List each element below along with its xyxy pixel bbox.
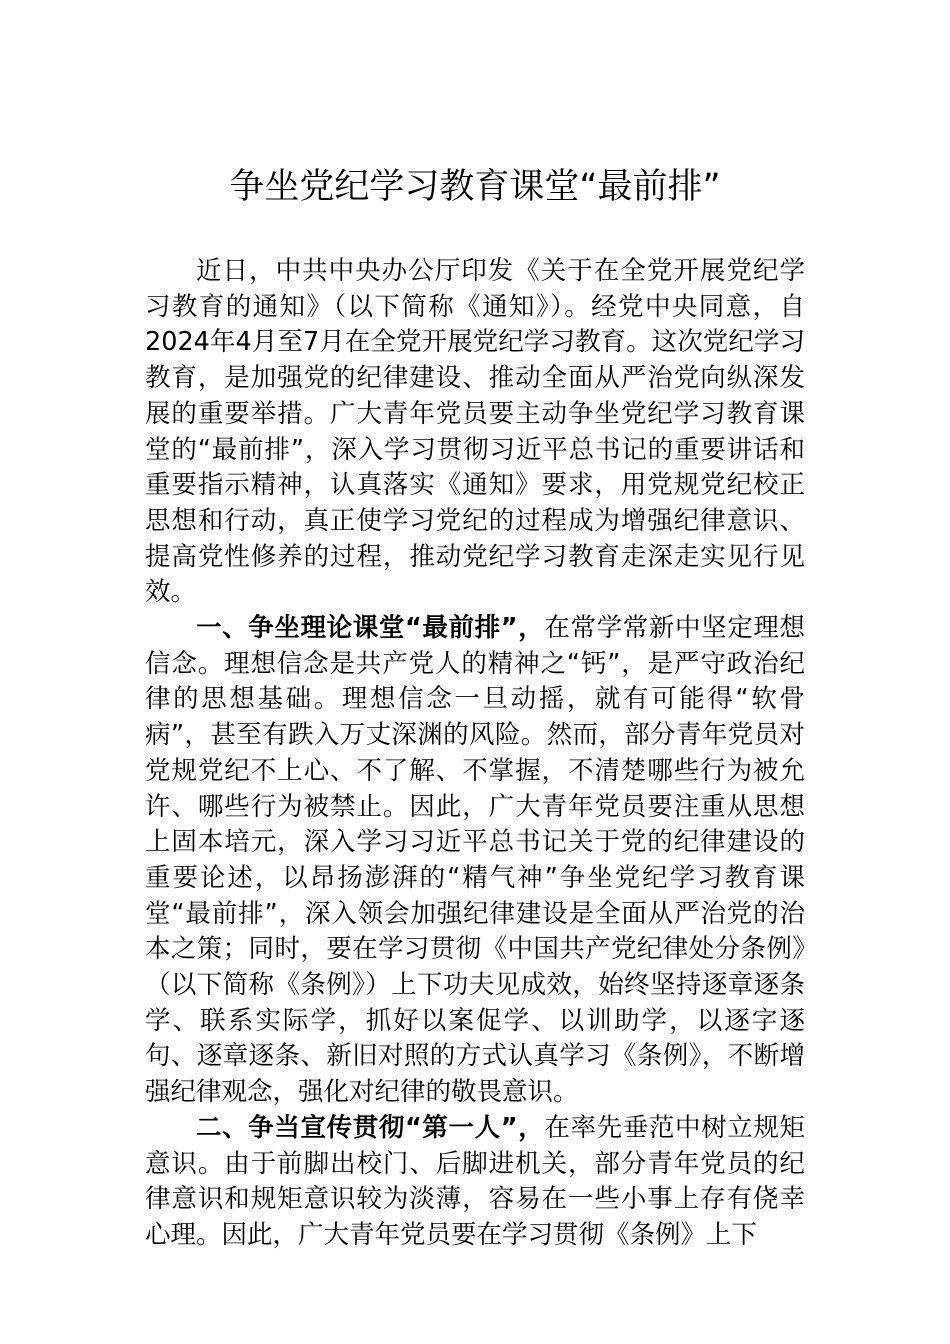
document-title: 争坐党纪学习教育课堂“最前排”	[229, 167, 721, 207]
paragraph-section-two	[145, 1111, 805, 1254]
document-body	[145, 254, 805, 1254]
paragraph-text: 在率先垂范中树立规矩意识。由于前脚出校门、后脚进机关，部分青年党员的纪律意识和规矩意识较为淡薄，容易在一些小事上存有侥幸心理。因此，广大青年党员要在学习贯彻《条例》上下	[145, 1112, 805, 1250]
section-heading: 二、争当宣传贯彻“第一人”，	[196, 1112, 545, 1143]
paragraph-section-one	[145, 611, 805, 1111]
section-heading: 一、争坐理论课堂“最前排”，	[196, 613, 545, 644]
paragraph-text: 在常学常新中坚定理想信念。理想信念是共产党人的精神之“钙”，是严守政治纪律的思想基础。理想信念一旦动摇，就有可能得“软骨病”，甚至有跌入万丈深渊的风险。然而，部分青年党员对党规党纪不上心、不了解、不掌握，不清楚哪些行为被允许、哪些行为被禁止。因此，广大青年党员要注重从思想上固本培元，深入学习习近平总书记关于党的纪律建设的重要论述，以昂扬澎湃的“精气神”争坐党纪学习教育课堂“最前排”，深入领会加强纪律建设是全面从严治党的治本之策；同时，要在学习贯彻《中国共产党纪律处分条例》（以下简称《条例》）上下功夫见成效，始终坚持逐章逐条学、联系实际学，抓好以案促学、以训助学，以逐字逐句、逐章逐条、新旧对照的方式认真学习《条例》，不断增强纪律观念，强化对纪律的敬畏意识。	[145, 613, 805, 1108]
paragraph-intro	[145, 254, 805, 611]
paragraph-text: 近日，中共中央办公厅印发《关于在全党开展党纪学习教育的通知》（以下简称《通知》）。经党中央同意，自2024年4月至7月在全党开展党纪学习教育。这次党纪学习教育，是加强党的纪律建设、推动全面从严治党向纵深发展的重要举措。广大青年党员要主动争坐党纪学习教育课堂的“最前排”，深入学习贯彻习近平总书记的重要讲话和重要指示精神，认真落实《通知》要求，用党规党纪校正思想和行动，真正使学习党纪的过程成为增强纪律意识、提高党性修养的过程，推动党纪学习教育走深走实见行见效。	[145, 256, 805, 608]
